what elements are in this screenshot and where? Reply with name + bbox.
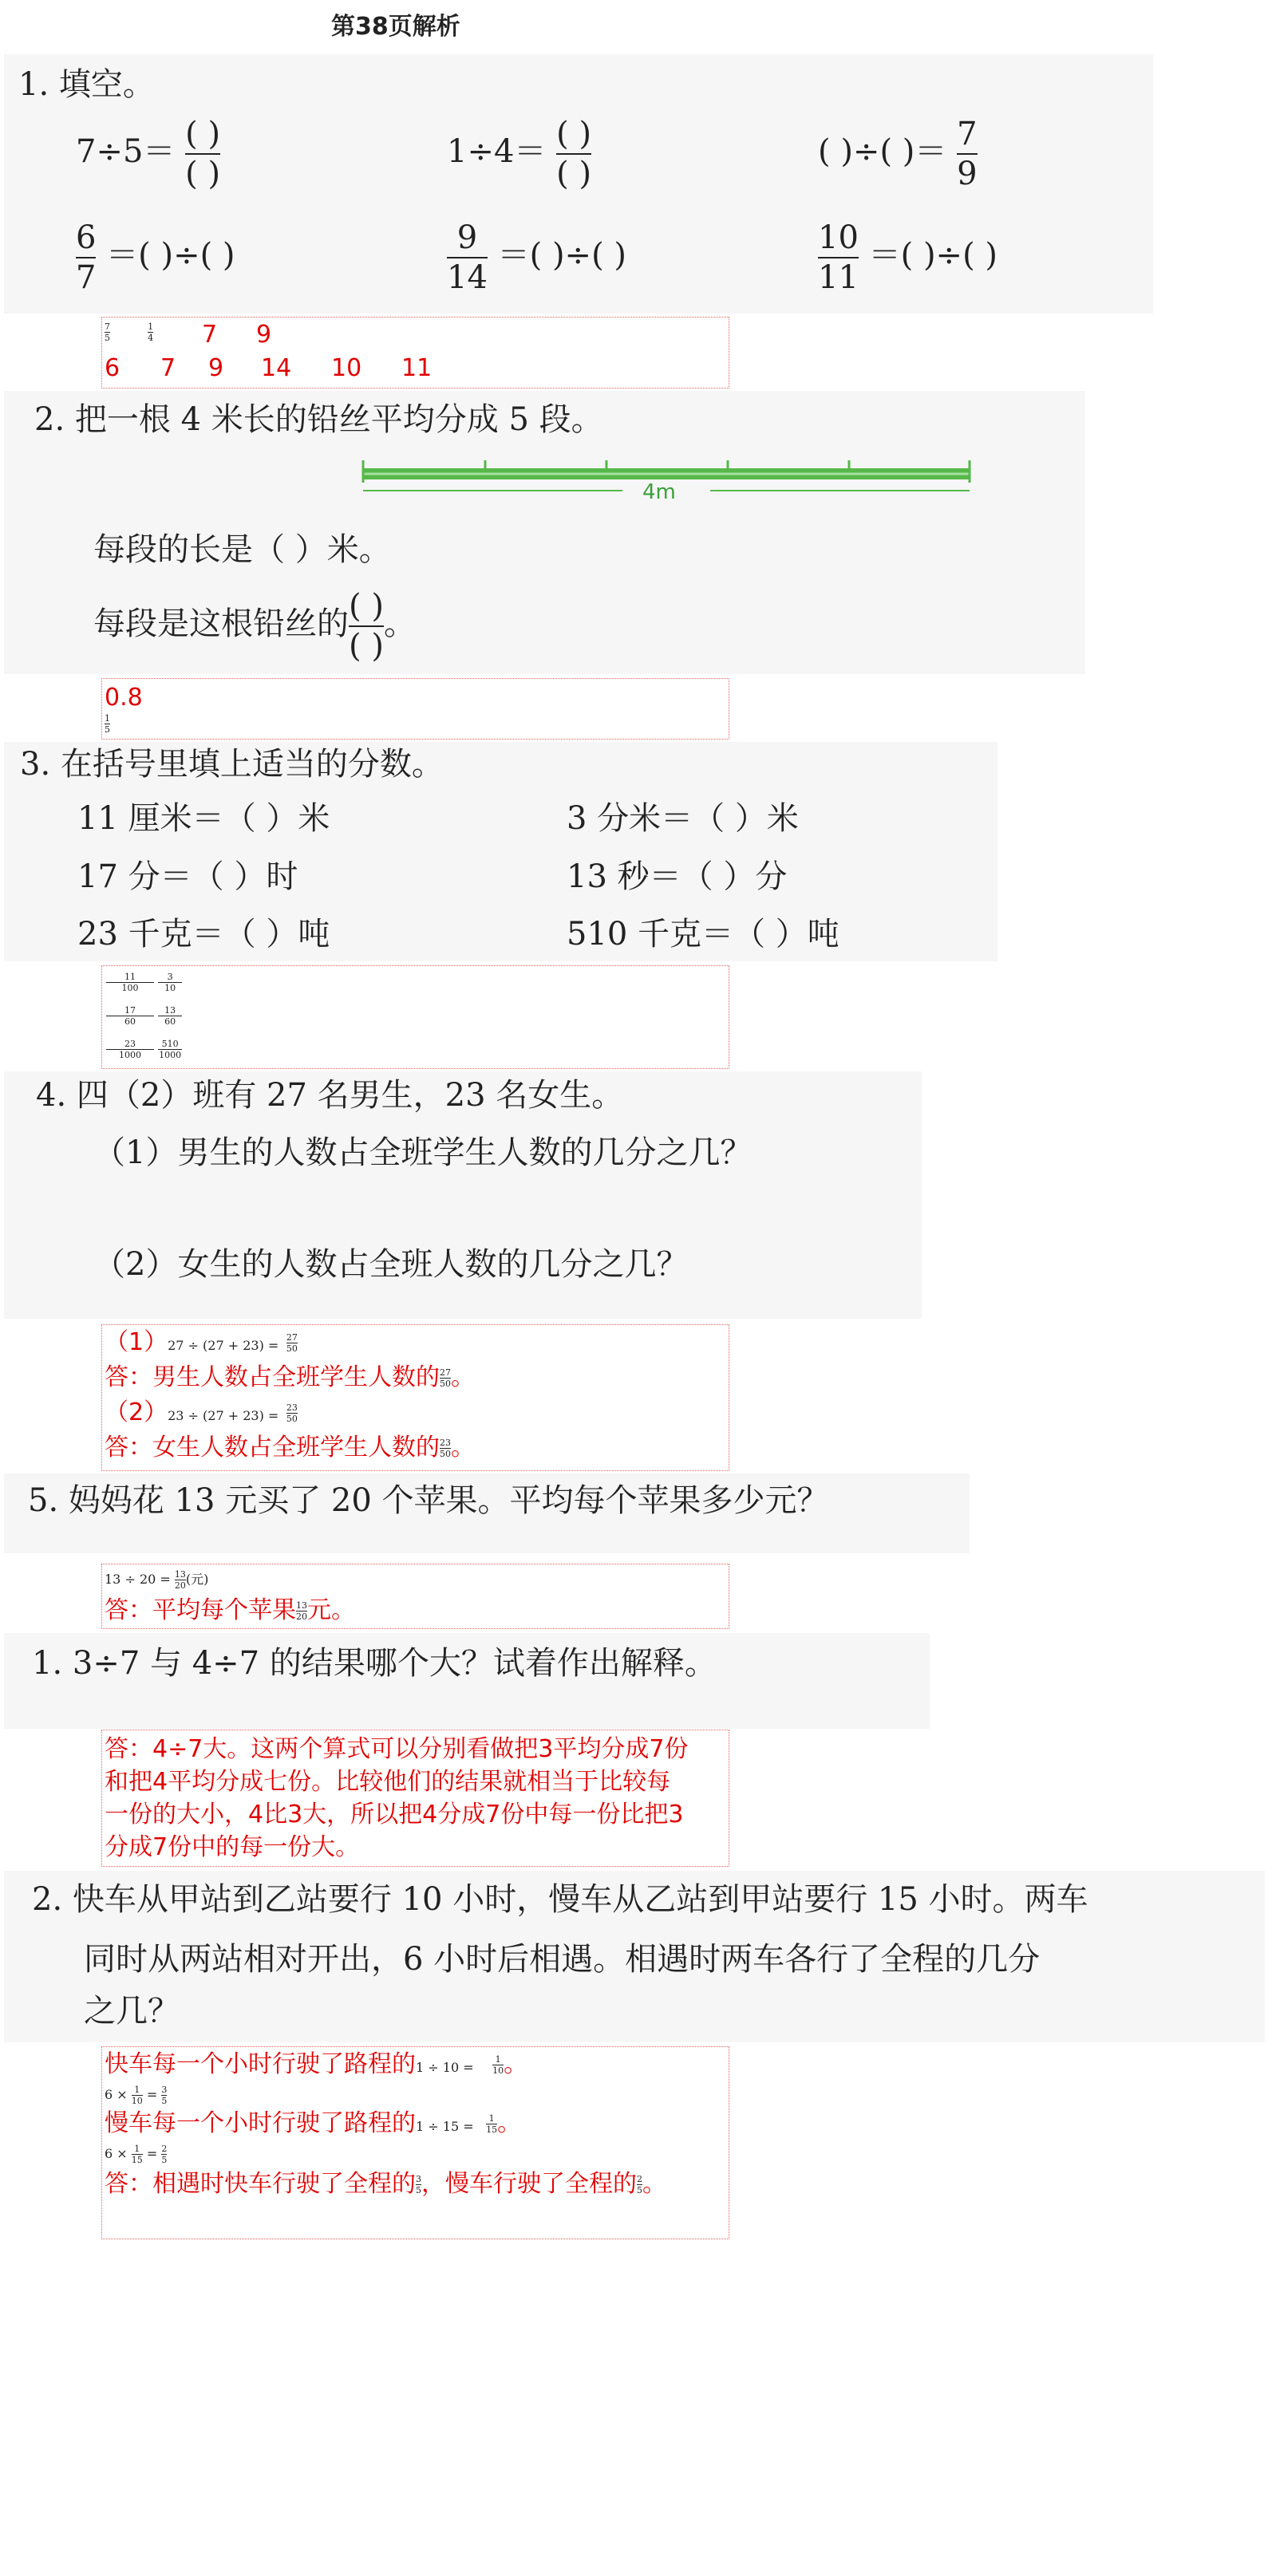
answer-box-6: 答：4÷7大。这两个算式可以分别看做把3平均分成7份 和把4平均分成七份。比较他们的结果就相当于比较每 一份的大小，4比3大，所以把4分成7份中每一份比把3 分成7份中的每一份大。 — [101, 1730, 729, 1867]
equation-1: 7÷5＝ $\frac{( )}{( )}$ — [76, 116, 221, 192]
answer-box-3: $\frac{11}{100} \frac{3}{10}$ $\frac{17}{60} \frac{13}{60}$ $\frac{23}{1000} \frac{510}{1000}$ — [101, 965, 729, 1069]
answer-box-7: 快车每一个小时行驶了路程的$1 \div 10 = \frac{1}{10}$。 $6 \times \frac{1}{10} = \frac{3}{5}$ 慢车每一个小时行驶了路程的$1 \div 15 = \frac{1}{15}$。 $6 \times \frac{1}{15} = \frac{2}{5}$ 答：相遇时快车行驶了全程的$\frac{3}{5}$，慢车行驶了全程的$\frac{2}{5}$。 — [101, 2046, 729, 2239]
sub-question: （2）女生的人数占全班人数的几分之几？ — [93, 1246, 689, 1283]
answer-box-1: $\frac{7}{5} \frac{1}{4}$ 7 9 6 7 9 14 10 11 — [101, 317, 729, 389]
question-1 — [4, 54, 1153, 314]
question-line: 2. 快车从甲站到乙站要行 10 小时，慢车从乙站到甲站要行 15 小时。两车 — [32, 1881, 1088, 1918]
answer-box-5: $13 \div 20 = \frac{13}{20}$(元) 答：平均每个苹果$\frac{13}{20}$元。 — [101, 1564, 729, 1629]
fill-item: 17 分＝（ ）时 — [77, 858, 298, 895]
fill-item: 510 千克＝（ ）吨 — [567, 916, 839, 953]
answer-row-2: 6 7 9 14 10 11 — [105, 354, 433, 382]
fill-item: 3 分米＝（ ）米 — [567, 800, 799, 837]
fill-item: 23 千克＝（ ）吨 — [77, 916, 330, 953]
question-title: 2. 把一根 4 米长的铅丝平均分成 5 段。 — [34, 401, 603, 438]
question-line: 同时从两站相对开出，6 小时后相遇。相遇时两车各行了全程的几分 — [84, 1941, 1041, 1978]
blank-fraction: $\frac{( )}{( )}$ — [185, 116, 221, 192]
equation-6: $\frac{10}{11}$ ＝( )÷( ) — [818, 219, 997, 296]
question-title: 1. 填空。 — [18, 66, 155, 103]
blank-fraction: $\frac{( )}{( )}$ — [349, 588, 384, 665]
question-5 — [4, 1473, 970, 1553]
equation-2: 1÷4＝ $\frac{( )}{( )}$ — [447, 116, 592, 192]
equation-4: $\frac{6}{7}$ ＝( )÷( ) — [76, 219, 235, 296]
question-title: 1. 3÷7 与 4÷7 的结果哪个大？试着作出解释。 — [32, 1645, 717, 1682]
equation-3: ( )÷( )＝ $\frac{7}{9}$ — [818, 116, 978, 192]
question-title: 4. 四（2）班有 27 名男生，23 名女生。 — [36, 1077, 624, 1114]
question-6 — [4, 1633, 930, 1729]
question-7 — [4, 1871, 1265, 2042]
question-2 — [4, 391, 1085, 674]
question-line: 每段的长是（ ）米。 — [93, 531, 391, 568]
answer-row-1: 7 9 — [202, 321, 272, 349]
question-line: 每段是这根铅丝的 $\frac{( )}{( )}$ 。 — [93, 588, 416, 665]
page-title: 第38页解析 — [331, 13, 460, 41]
question-line: 之几？ — [84, 1993, 180, 2030]
answer-box-2: 0.8 $\frac{1}{5}$ — [101, 678, 729, 740]
fill-item: 11 厘米＝（ ）米 — [77, 800, 330, 837]
blank-fraction: $\frac{( )}{( )}$ — [556, 116, 592, 192]
equation-5: $\frac{9}{14}$ ＝( )÷( ) — [447, 219, 626, 296]
fill-item: 13 秒＝（ ）分 — [567, 858, 788, 895]
sub-question: （1）男生的人数占全班学生人数的几分之几？ — [93, 1134, 753, 1171]
ruler-label: 4m — [642, 480, 676, 504]
question-4 — [4, 1071, 922, 1319]
question-title: 5. 妈妈花 13 元买了 20 个苹果。平均每个苹果多少元？ — [28, 1482, 829, 1519]
question-3 — [4, 742, 997, 961]
question-title: 3. 在括号里填上适当的分数。 — [20, 746, 444, 783]
answer-box-4: $(1)27 \div (27 + 23) = \frac{27}{50}$ 答：男生人数占全班学生人数的$\frac{27}{50}$。 $(2)23 \div (27 + 23) = \frac{23}{50}$ 答：女生人数占全班学生人数的$\frac{23}{50}$。 — [101, 1324, 729, 1471]
